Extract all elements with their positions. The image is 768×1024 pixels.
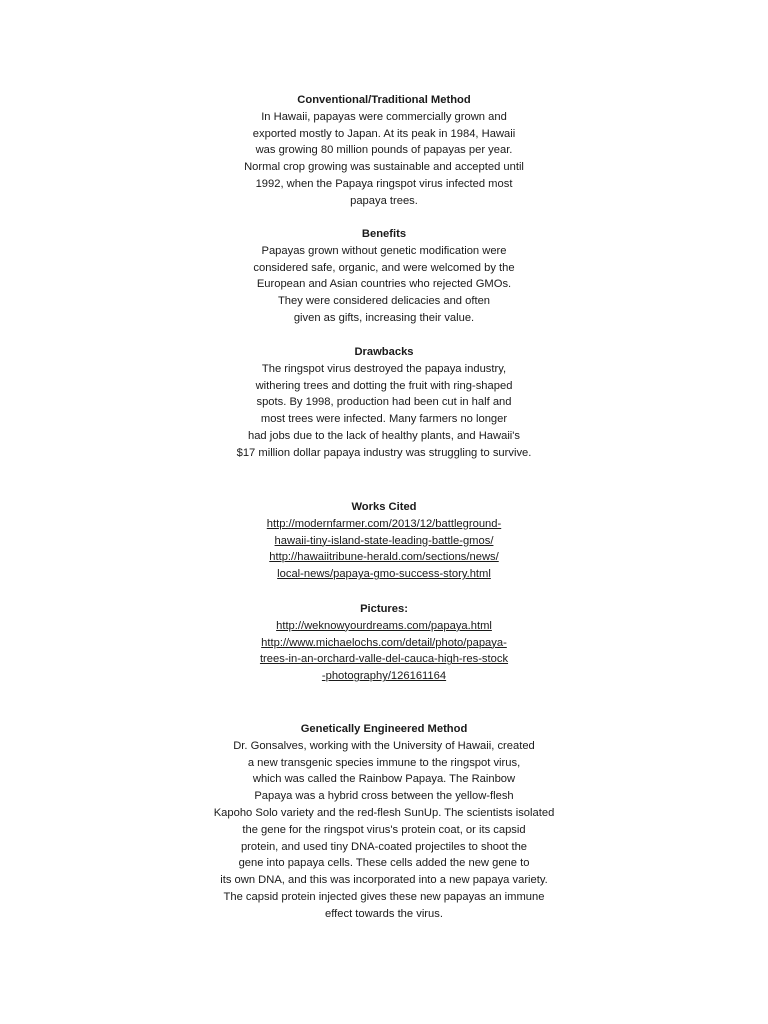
paragraph-line: considered safe, organic, and were welcomed by the bbox=[253, 261, 515, 274]
paragraph-line: In Hawaii, papayas were commercially grown and bbox=[261, 110, 507, 123]
citation-link[interactable]: local-news/papaya-gmo-success-story.html bbox=[277, 568, 491, 581]
section-heading-conventional: Conventional/Traditional Method bbox=[297, 94, 471, 106]
paragraph-line: its own DNA, and this was incorporated into a new papaya variety. bbox=[220, 874, 548, 887]
paragraph-line: Papaya was a hybrid cross between the yellow-flesh bbox=[254, 790, 514, 803]
paragraph-line: Kapoho Solo variety and the red-flesh SunUp. The scientists isolated bbox=[213, 806, 555, 819]
paragraph-line: They were considered delicacies and often bbox=[277, 295, 491, 308]
paragraph-line: withering trees and dotting the fruit with ring-shaped bbox=[255, 379, 513, 392]
paragraph-line: European and Asian countries who rejected GMOs. bbox=[256, 278, 512, 291]
section-heading-pictures: Pictures: bbox=[360, 603, 408, 615]
paragraph-line: Dr. Gonsalves, working with the University of Hawaii, created bbox=[233, 739, 535, 752]
paragraph-line: $17 million dollar papaya industry was struggling to survive. bbox=[236, 446, 532, 459]
paragraph-line: most trees were infected. Many farmers no longer bbox=[260, 413, 508, 426]
paragraph-line: papaya trees. bbox=[350, 194, 418, 207]
section-conventional bbox=[184, 92, 584, 210]
section-heading-genetic: Genetically Engineered Method bbox=[300, 723, 468, 735]
paragraph-line: was growing 80 million pounds of papayas per year. bbox=[255, 144, 513, 157]
paragraph-line: the gene for the ringspot virus's protein coat, or its capsid bbox=[242, 823, 526, 836]
section-heading-benefits: Benefits bbox=[361, 228, 407, 240]
paragraph-line: exported mostly to Japan. At its peak in 1984, Hawaii bbox=[252, 127, 516, 140]
section-pictures bbox=[184, 601, 584, 685]
paragraph-line: a new transgenic species immune to the ringspot virus, bbox=[247, 756, 521, 769]
picture-source-link[interactable]: http://weknowyourdreams.com/papaya.html bbox=[276, 619, 492, 632]
section-genetic bbox=[184, 721, 584, 923]
citation-link[interactable]: http://hawaiitribune-herald.com/sections/news/ bbox=[269, 551, 499, 564]
paragraph-line: 1992, when the Papaya ringspot virus infected most bbox=[255, 177, 513, 190]
section-heading-drawbacks: Drawbacks bbox=[354, 346, 414, 358]
section-heading-works-cited: Works Cited bbox=[351, 501, 417, 513]
section-works-cited bbox=[184, 499, 584, 583]
citation-link[interactable]: hawaii-tiny-island-state-leading-battle-gmos/ bbox=[274, 534, 494, 547]
paragraph-line: Papayas grown without genetic modification were bbox=[261, 244, 507, 257]
paragraph-line: gene into papaya cells. These cells added the new gene to bbox=[238, 857, 530, 870]
picture-source-link[interactable]: -photography/126161164 bbox=[321, 670, 447, 683]
section-drawbacks bbox=[184, 344, 584, 462]
paragraph-line: which was called the Rainbow Papaya. The Rainbow bbox=[252, 773, 516, 786]
section-benefits bbox=[184, 226, 584, 327]
paragraph-line: The ringspot virus destroyed the papaya industry, bbox=[261, 362, 507, 375]
paragraph-line: The capsid protein injected gives these new papayas an immune bbox=[223, 890, 545, 903]
paragraph-line: Normal crop growing was sustainable and accepted until bbox=[244, 161, 524, 174]
paragraph-line: given as gifts, increasing their value. bbox=[293, 311, 475, 324]
paragraph-line: had jobs due to the lack of healthy plants, and Hawaii's bbox=[247, 429, 521, 442]
picture-source-link[interactable]: http://www.michaelochs.com/detail/photo/papaya- bbox=[261, 636, 507, 649]
citation-link[interactable]: http://modernfarmer.com/2013/12/battleground- bbox=[266, 517, 502, 530]
paragraph-line: protein, and used tiny DNA-coated projectiles to shoot the bbox=[240, 840, 528, 853]
picture-source-link[interactable]: trees-in-an-orchard-valle-del-cauca-high-res-stock bbox=[259, 653, 509, 666]
paragraph-line: spots. By 1998, production had been cut in half and bbox=[256, 396, 512, 409]
paragraph-line: effect towards the virus. bbox=[325, 907, 443, 920]
